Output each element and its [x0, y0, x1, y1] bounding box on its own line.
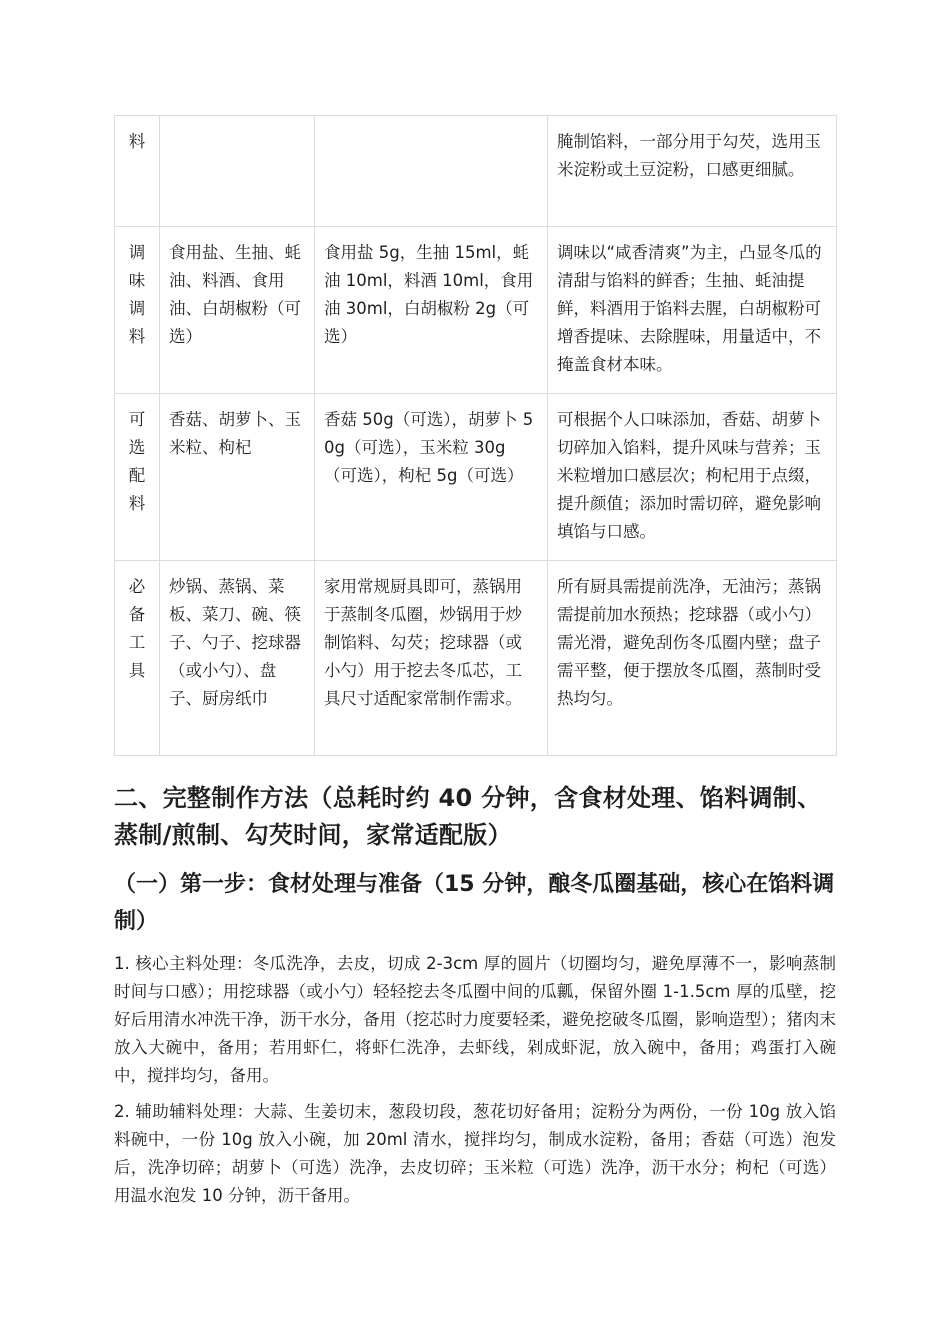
- table-row: [115, 227, 837, 394]
- category-cell: 料: [115, 116, 160, 227]
- category-cell: 必备工具: [115, 561, 160, 756]
- items-cell: 香菇、胡萝卜、玉米粒、枸杞: [160, 394, 315, 561]
- notes-cell: 可根据个人口味添加，香菇、胡萝卜切碎加入馅料，提升风味与营养；玉米粒增加口感层次；枸杞用于点缀，提升颜值；添加时需切碎，避免影响填馅与口感。: [548, 394, 837, 561]
- items-cell: [160, 116, 315, 227]
- category-cell: 可选配料: [115, 394, 160, 561]
- quantity-cell: 家用常规厨具即可，蒸锅用于蒸制冬瓜圈，炒锅用于炒制馅料、勾芡；挖球器（或小勺）用于挖去冬瓜芯，工具尺寸适配家常制作需求。: [315, 561, 548, 756]
- quantity-cell: 香菇 50g（可选），胡萝卜 50g（可选），玉米粒 30g（可选），枸杞 5g（可选）: [315, 394, 548, 561]
- step-paragraph: 2. 辅助辅料处理：大蒜、生姜切末，葱段切段，葱花切好备用；淀粉分为两份，一份 10g 放入馅料碗中，一份 10g 放入小碗，加 20ml 清水，搅拌均匀，制成水淀粉，备用；香菇（可选）泡发后，洗净切碎；胡萝卜（可选）洗净，去皮切碎；玉米粒（可选）洗净，沥干水分；枸杞（可选）用温水泡发 10 分钟，沥干备用。: [114, 1102, 836, 1205]
- table-row: [115, 116, 837, 227]
- items-cell: 食用盐、生抽、蚝油、料酒、食用油、白胡椒粉（可选）: [160, 227, 315, 394]
- quantity-cell: 食用盐 5g，生抽 15ml，蚝油 10ml，料酒 10ml，食用油 30ml，白胡椒粉 2g（可选）: [315, 227, 548, 394]
- ingredients-table: [114, 115, 837, 756]
- step-paragraph: 1. 核心主料处理：冬瓜洗净，去皮，切成 2-3cm 厚的圆片（切圈均匀，避免厚薄不一，影响蒸制时间与口感）；用挖球器（或小勺）轻轻挖去冬瓜圈中间的瓜瓤，保留外圈 1-1.5cm 厚的瓜壁，挖好后用清水冲洗干净，沥干水分，备用（挖芯时力度要轻柔，避免挖破冬瓜圈，影响造型）；猪肉末放入大碗中，备用；若用虾仁，将虾仁洗净，去虾线，剁成虾泥，放入碗中，备用；鸡蛋打入碗中，搅拌均匀，备用。: [114, 954, 836, 1085]
- table-row: [115, 561, 837, 756]
- items-cell: 炒锅、蒸锅、菜板、菜刀、碗、筷子、勺子、挖球器（或小勺）、盘子、厨房纸巾: [160, 561, 315, 756]
- notes-cell: 调味以“咸香清爽”为主，凸显冬瓜的清甜与馅料的鲜香；生抽、蚝油提鲜，料酒用于馅料去腥，白胡椒粉可增香提味、去除腥味，用量适中，不掩盖食材本味。: [548, 227, 837, 394]
- table-row: [115, 394, 837, 561]
- subsection-heading: （一）第一步：食材处理与准备（15 分钟，酿冬瓜圈基础，核心在馅料调制）: [114, 872, 835, 934]
- category-cell: 调味调料: [115, 227, 160, 394]
- document-page: [114, 115, 836, 1210]
- section-heading: 二、完整制作方法（总耗时约 40 分钟，含食材处理、馅料调制、蒸制/煎制、勾芡时间，家常适配版）: [114, 784, 822, 849]
- notes-cell: 所有厨具需提前洗净，无油污；蒸锅需提前加水预热；挖球器（或小勺）需光滑，避免刮伤冬瓜圈内壁；盘子需平整，便于摆放冬瓜圈，蒸制时受热均匀。: [548, 561, 837, 756]
- notes-cell: 腌制馅料，一部分用于勾芡，选用玉米淀粉或土豆淀粉，口感更细腻。: [548, 116, 837, 227]
- quantity-cell: [315, 116, 548, 227]
